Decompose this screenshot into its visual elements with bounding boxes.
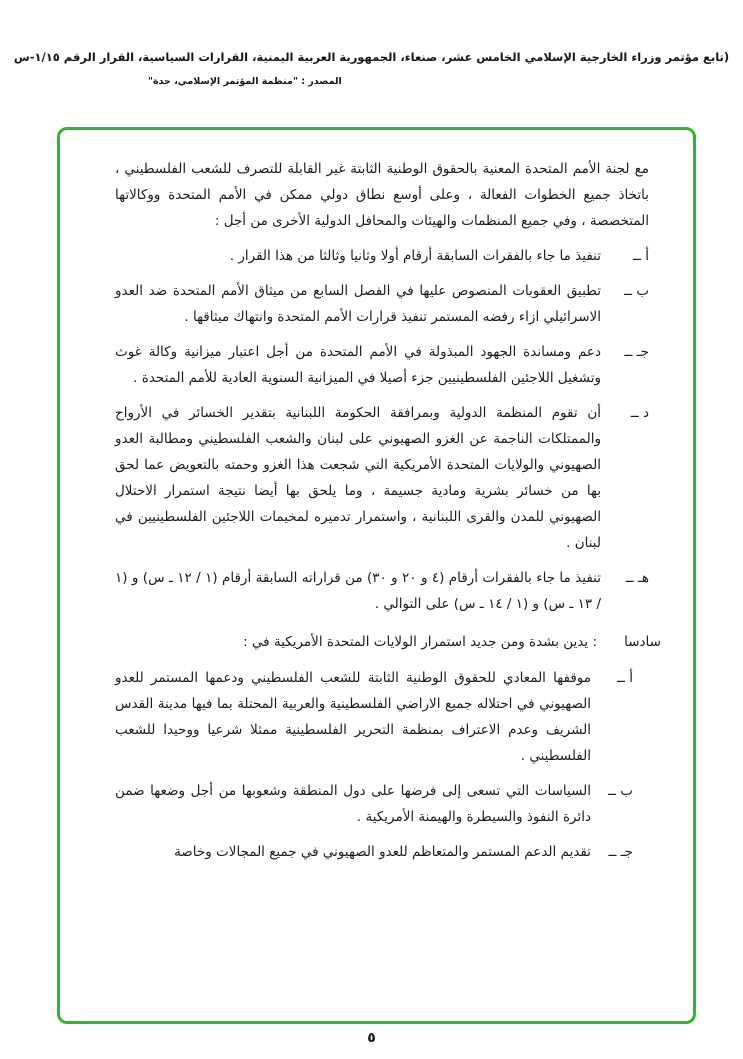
list-item-j (115, 339, 649, 391)
sub-item-a (115, 665, 633, 769)
main-clause-block (115, 156, 661, 617)
item-text: السياسات التي تسعى إلى فرضها على دول المنطقة وشعوبها من أجل وضعها ضمن دائرة النفوذ والسيطرة والهيمنة الأمريكية . (115, 783, 591, 825)
item-text: تطبيق العقوبات المنصوص عليها في الفصل السابع من ميثاق الأمم المتحدة ضد العدو الاسرائيلي ازاء رفضه المستمر تنفيذ قرارات الأمم المتحدة وانتهاك ميثاقها . (115, 283, 601, 325)
item-marker: ب ــ (608, 783, 633, 799)
item-text: موقفها المعادي للحقوق الوطنية الثابتة للشعب الفلسطيني ودعمها المستمر للعدو الصهيوني في احتلاله جميع الاراضي الفلسطينية والعربية المحتلة بما فيها مدينة القدس الشريف وعدم الاعتراف بمنظمة التحرير الفلسطينية ممثلا شرعيا ووحيدا للشعب الفلسطيني . (115, 670, 591, 764)
list-item-a (115, 243, 649, 269)
list-item-d (115, 400, 649, 556)
item-text: دعم ومساندة الجهود المبذولة في الأمم المتحدة من أجل اعتبار ميزانية وكالة غوث وتشغيل اللاجئين الفلسطينيين جزء أصيلا في الميزانية السنوية العادية للأمم المتحدة . (115, 344, 601, 386)
item-marker: د ــ (630, 405, 649, 421)
item-marker: جـ ــ (624, 344, 649, 360)
section-sub-items (115, 665, 661, 865)
content-frame (57, 127, 696, 1024)
item-text: تقديم الدعم المستمر والمتعاظم للعدو الصهيوني في جميع المجالات وخاصة (174, 844, 591, 860)
section-label: سادسا (624, 634, 661, 650)
item-marker: هـ ــ (625, 570, 649, 586)
item-marker: ب ــ (624, 283, 649, 299)
list-item-h (115, 565, 649, 617)
sub-item-j (115, 839, 633, 865)
item-text: تنفيذ ما جاء بالفقرات السابقة أرقام أولا وثانيا وثالثا من هذا القرار . (229, 248, 601, 264)
section-intro: : يدين بشدة ومن جديد استمرار الولايات المتحدة الأمريكية في : (243, 634, 597, 650)
document-body (60, 130, 693, 865)
sub-item-b (115, 778, 633, 830)
item-marker: أ ــ (633, 248, 649, 264)
item-marker: جـ ــ (608, 844, 633, 860)
source-line: المصدر : "منظمة المؤتمر الإسلامي، جدة" (148, 76, 342, 87)
page-number: ٥ (367, 1030, 376, 1046)
item-marker: أ ــ (617, 670, 633, 686)
section-sadisa (115, 629, 661, 655)
list-item-b (115, 278, 649, 330)
intro-paragraph: مع لجنة الأمم المتحدة المعنية بالحقوق الوطنية الثابتة غير القابلة للتصرف للشعب الفلسطيني ، باتخاذ جميع الخطوات الفعالة ، وعلى أوسع نطاق دولي ممكن في الأمم المتحدة ووكالاتها المتخصصة ، وفي جميع المنظمات والهيئات والمحافل الدولية الأخرى من أجل : (115, 161, 649, 229)
document-header-line: (تابع مؤتمر وزراء الخارجية الإسلامي الخامس عشر، صنعاء، الجمهورية العربية اليمنية، القرارات السياسية، القرار الرقم ١/١٥-س (13, 50, 730, 64)
item-text: تنفيذ ما جاء بالفقرات أرقام (٤ و ٢٠ و ٣٠) من قراراته السابقة أرقام (١ / ١٢ ـ س) و (١ / ١٣ ـ س) و (١ / ١٤ ـ س) على التوالي . (115, 570, 601, 612)
item-text: أن تقوم المنظمة الدولية وبمرافقة الحكومة اللبنانية بتقدير الخسائر في الأرواح والممتلكات الناجمة عن الغزو الصهيوني على لبنان والشعب الفلسطيني ومطالبة العدو الصهيوني والولايات المتحدة الأمريكية التي شجعت هذا الغزو وحمته بالتعويض عما لحق بها من خسائر بشرية ومادية جسيمة ، وما يلحق بها أيضا نتيجة استمرار الاحتلال الصهيوني للمدن والقرى اللبنانية ، واستمرار تدميره لمخيمات اللاجئين الفلسطينيين في لبنان . (115, 405, 601, 551)
